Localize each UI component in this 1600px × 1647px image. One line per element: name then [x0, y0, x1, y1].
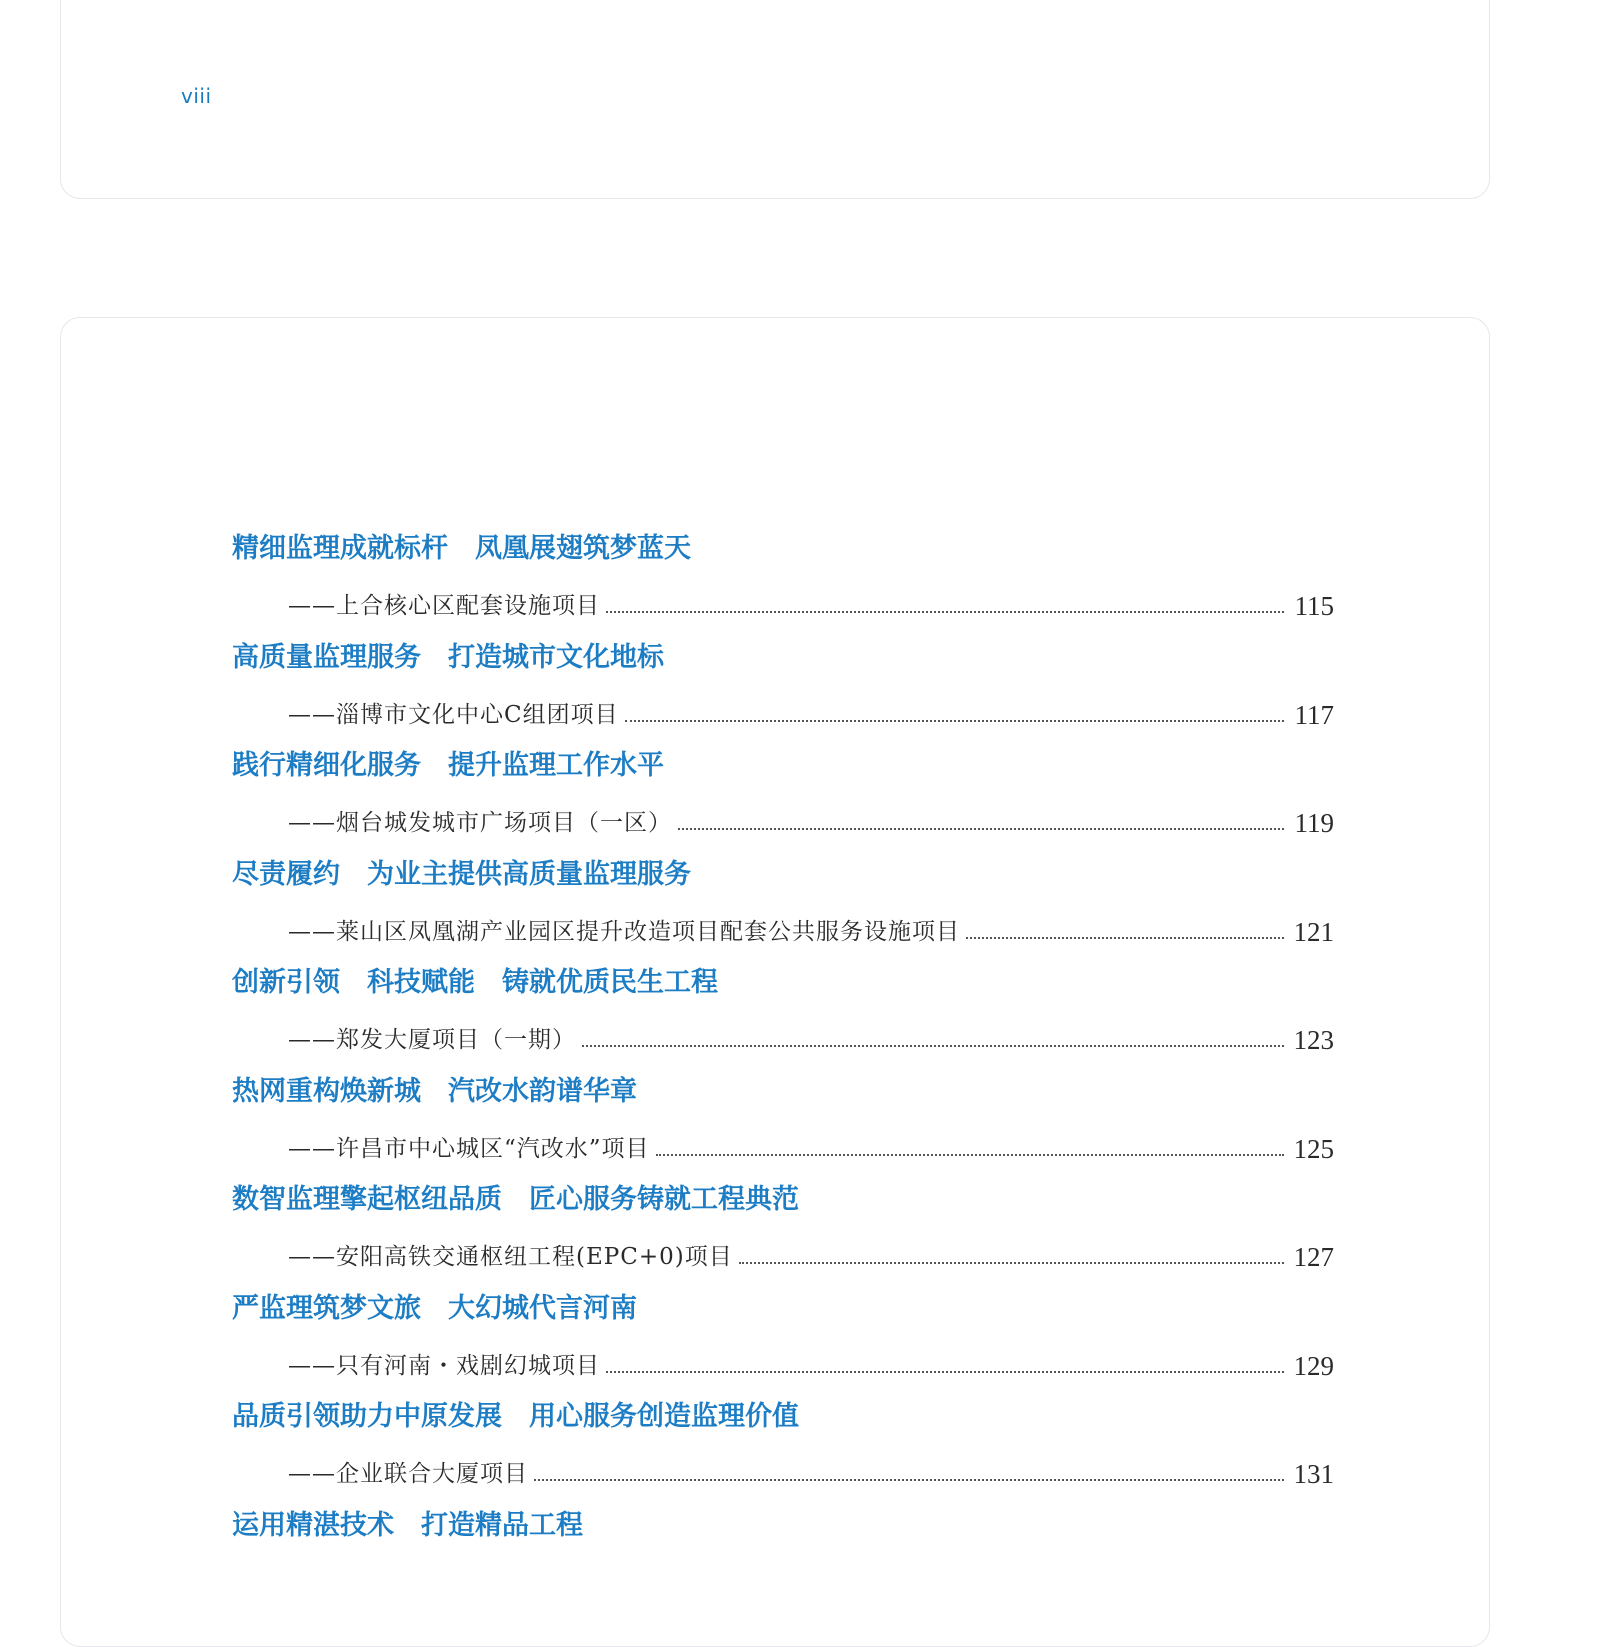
toc-entry-subtitle-row — [288, 798, 1334, 838]
toc-entry-subtitle-row — [288, 1015, 1334, 1055]
toc-entry-subtitle-row — [288, 1232, 1334, 1272]
dot-leader — [656, 1154, 1284, 1156]
toc-entry[interactable] — [232, 963, 1334, 1072]
toc-entry-page-number: 115 — [1294, 591, 1334, 621]
toc-entry-subtitle-row — [288, 907, 1334, 947]
toc-entry[interactable] — [232, 529, 1334, 638]
toc-entry[interactable] — [232, 1072, 1334, 1181]
toc-entry[interactable] — [232, 855, 1334, 964]
toc-entry[interactable] — [232, 1289, 1334, 1398]
toc-entry-page-number: 131 — [1293, 1459, 1334, 1489]
toc-entry-title[interactable]: 数智监理擎起枢纽品质 匠心服务铸就工程典范 — [232, 1184, 799, 1215]
toc-entry-subtitle: ——上合核心区配套设施项目 — [288, 593, 600, 619]
toc-entry-page-number: 125 — [1293, 1133, 1334, 1164]
toc-entry-title[interactable]: 创新引领 科技赋能 铸就优质民生工程 — [232, 967, 718, 998]
toc-entry-title[interactable]: 尽责履约 为业主提供高质量监理服务 — [232, 858, 691, 890]
page-number: viii — [181, 84, 212, 108]
toc-entry-page-number: 117 — [1294, 699, 1334, 730]
toc-entry-page-number: 119 — [1294, 808, 1334, 838]
toc-entry-subtitle: ——烟台城发城市广场项目（一区） — [288, 810, 672, 836]
toc-entry-subtitle: ——郑发大厦项目（一期） — [288, 1027, 576, 1053]
toc-entry-page-number: 129 — [1293, 1350, 1334, 1381]
toc-entry-title[interactable]: 高质量监理服务 打造城市文化地标 — [232, 641, 664, 673]
toc-entry[interactable] — [232, 746, 1334, 855]
dot-leader — [534, 1479, 1284, 1481]
dot-leader — [625, 720, 1284, 722]
toc-entry[interactable] — [232, 1180, 1334, 1289]
toc-entry-subtitle-row — [288, 690, 1334, 730]
toc-entry-title[interactable]: 品质引领助力中原发展 用心服务创造监理价值 — [232, 1401, 799, 1432]
table-of-contents — [232, 529, 1334, 1614]
dot-leader — [739, 1262, 1284, 1264]
toc-entry-subtitle-row — [288, 1124, 1334, 1164]
toc-entry[interactable] — [232, 638, 1334, 747]
toc-entry-subtitle: ——企业联合大厦项目 — [288, 1461, 528, 1487]
toc-entry-page-number: 127 — [1293, 1242, 1334, 1272]
toc-entry-subtitle: ——安阳高铁交通枢纽工程(EPC+0)项目 — [288, 1244, 733, 1270]
toc-entry-title[interactable]: 精细监理成就标杆 凤凰展翅筑梦蓝天 — [232, 533, 691, 564]
toc-entry-subtitle: ——淄博市文化中心C组团项目 — [288, 701, 619, 728]
toc-entry-title[interactable]: 热网重构焕新城 汽改水韵谱华章 — [232, 1075, 637, 1107]
toc-entry-subtitle: ——许昌市中心城区“汽改水”项目 — [288, 1135, 650, 1162]
toc-entry[interactable] — [232, 1506, 1334, 1615]
toc-entry-subtitle-row — [288, 581, 1334, 621]
toc-entry-subtitle-row — [288, 1341, 1334, 1381]
dot-leader — [606, 1371, 1284, 1373]
dot-leader — [678, 828, 1284, 830]
previous-page-card — [60, 0, 1490, 199]
toc-entry-page-number: 121 — [1293, 916, 1334, 947]
dot-leader — [582, 1045, 1284, 1047]
toc-entry-title[interactable]: 严监理筑梦文旅 大幻城代言河南 — [232, 1292, 637, 1324]
toc-entry-subtitle: ——莱山区凤凰湖产业园区提升改造项目配套公共服务设施项目 — [288, 918, 960, 945]
toc-entry-page-number: 123 — [1293, 1025, 1334, 1055]
toc-entry-title[interactable]: 践行精细化服务 提升监理工作水平 — [232, 750, 664, 781]
dot-leader — [966, 937, 1284, 939]
toc-entry[interactable] — [232, 1397, 1334, 1506]
toc-entry-subtitle: ——只有河南・戏剧幻城项目 — [288, 1352, 600, 1379]
toc-entry-subtitle-row — [288, 1449, 1334, 1489]
toc-entry-title[interactable]: 运用精湛技术 打造精品工程 — [232, 1509, 583, 1541]
dot-leader — [606, 611, 1284, 613]
